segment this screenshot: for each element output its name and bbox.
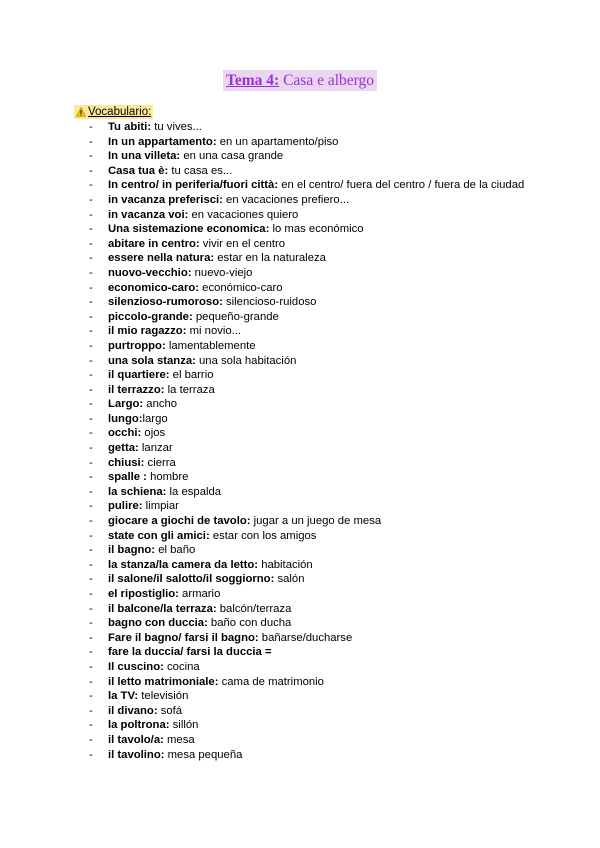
list-dash: - bbox=[89, 383, 93, 396]
list-dash: - bbox=[89, 733, 93, 746]
vocab-term: il letto matrimoniale: bbox=[108, 675, 219, 688]
vocab-definition: sillón bbox=[169, 719, 199, 732]
vocab-definition: estar con los amigos bbox=[209, 529, 317, 542]
vocab-definition: la terraza bbox=[164, 383, 215, 396]
vocab-term: state con gli amici: bbox=[108, 529, 210, 542]
vocab-definition: el baño bbox=[155, 544, 196, 557]
vocab-definition: pequeño-grande bbox=[192, 310, 279, 323]
vocab-term: spalle : bbox=[108, 471, 147, 484]
list-dash: - bbox=[89, 325, 93, 338]
list-dash: - bbox=[89, 558, 93, 571]
vocab-definition: mi novio... bbox=[186, 325, 242, 338]
vocab-term: la stanza/la camera da letto: bbox=[108, 558, 259, 571]
list-dash: - bbox=[89, 456, 93, 469]
vocab-definition: limpiar bbox=[142, 500, 179, 513]
vocab-definition: ojos bbox=[141, 427, 166, 440]
list-dash: - bbox=[89, 135, 93, 148]
vocab-definition: lo mas económico bbox=[269, 223, 364, 236]
list-dash: - bbox=[89, 223, 93, 236]
vocab-definition: lanzar bbox=[138, 442, 173, 455]
list-dash: - bbox=[89, 266, 93, 279]
vocab-definition: una sola habitación bbox=[195, 354, 297, 367]
list-dash: - bbox=[89, 646, 93, 659]
list-dash: - bbox=[89, 573, 93, 586]
list-dash: - bbox=[89, 660, 93, 673]
warning-icon bbox=[76, 107, 86, 117]
vocab-term: el ripostiglio: bbox=[108, 588, 179, 600]
vocab-entry bbox=[108, 704, 182, 719]
vocab-entry bbox=[108, 354, 296, 369]
list-dash: - bbox=[89, 310, 93, 323]
vocab-entry bbox=[108, 645, 272, 660]
vocab-definition: hombre bbox=[146, 471, 189, 484]
vocab-definition: nuevo-viejo bbox=[191, 266, 253, 279]
vocab-entry bbox=[108, 120, 202, 135]
list-dash: - bbox=[89, 675, 93, 688]
vocab-entry bbox=[108, 587, 220, 602]
vocab-definition: mesa pequeña bbox=[164, 748, 243, 761]
vocab-definition: el barrio bbox=[169, 369, 214, 382]
vocab-entry bbox=[108, 281, 283, 296]
vocab-entry bbox=[108, 222, 364, 237]
vocab-term: Il cuscino: bbox=[108, 660, 164, 673]
vocab-entry bbox=[108, 193, 349, 208]
vocab-definition: largo bbox=[142, 412, 168, 425]
list-dash: - bbox=[89, 369, 93, 382]
section-heading bbox=[74, 105, 153, 119]
vocab-entry bbox=[108, 543, 195, 558]
vocab-term: il terrazzo: bbox=[108, 383, 165, 396]
vocab-definition: armario bbox=[178, 588, 221, 600]
vocab-entry bbox=[108, 470, 188, 485]
vocab-entry bbox=[108, 718, 198, 733]
vocab-term: Largo: bbox=[108, 398, 144, 411]
vocab-term: Fare il bagno/ farsi il bagno: bbox=[108, 631, 259, 644]
vocab-term: il divano: bbox=[108, 704, 158, 717]
vocab-entry bbox=[108, 675, 324, 690]
vocab-entry bbox=[108, 485, 221, 500]
vocab-term: silenzioso-rumoroso: bbox=[108, 296, 223, 309]
list-dash: - bbox=[89, 179, 93, 192]
vocab-definition: habitación bbox=[258, 558, 313, 571]
vocab-term: economico-caro: bbox=[108, 281, 200, 294]
vocab-definition: en un apartamento/piso bbox=[216, 135, 339, 148]
vocab-term: il bagno: bbox=[108, 544, 156, 557]
vocab-entry bbox=[108, 412, 168, 427]
vocab-term: il mio ragazzo: bbox=[108, 325, 187, 338]
vocab-term: pulire: bbox=[108, 500, 143, 513]
vocab-term: Una sistemazione economica: bbox=[108, 223, 270, 236]
vocab-definition: en el centro/ fuera del centro / fuera de la ciudad bbox=[278, 179, 525, 192]
vocab-entry bbox=[108, 616, 291, 631]
vocab-definition: salón bbox=[274, 573, 305, 586]
vocab-entry bbox=[108, 164, 232, 179]
title-topic-name: Casa e albergo bbox=[279, 72, 375, 89]
vocab-entry bbox=[108, 208, 298, 223]
vocab-term: in vacanza voi: bbox=[108, 208, 189, 221]
vocab-term: il tavolino: bbox=[108, 748, 165, 761]
vocab-definition: sofá bbox=[157, 704, 183, 717]
list-dash: - bbox=[89, 398, 93, 411]
vocab-entry bbox=[108, 295, 316, 310]
vocab-entry bbox=[108, 237, 285, 252]
vocab-definition: balcón/terraza bbox=[216, 602, 292, 615]
vocab-term: essere nella natura: bbox=[108, 252, 215, 265]
vocab-definition: cocina bbox=[163, 660, 200, 673]
vocab-entry bbox=[108, 748, 242, 763]
list-dash: - bbox=[89, 150, 93, 163]
list-dash: - bbox=[89, 193, 93, 206]
list-dash: - bbox=[89, 515, 93, 528]
vocab-entry bbox=[108, 602, 291, 617]
vocab-term: il tavolo/a: bbox=[108, 733, 164, 746]
vocab-definition: jugar a un juego de mesa bbox=[250, 515, 382, 528]
list-dash: - bbox=[89, 588, 93, 600]
list-dash: - bbox=[89, 544, 93, 557]
list-dash: - bbox=[89, 121, 93, 133]
vocab-definition: cierra bbox=[144, 456, 176, 469]
vocab-entry bbox=[108, 441, 173, 456]
list-dash: - bbox=[89, 617, 93, 630]
list-dash: - bbox=[89, 281, 93, 294]
list-dash: - bbox=[89, 690, 93, 703]
vocab-definition: baño con ducha bbox=[207, 617, 292, 630]
list-dash: - bbox=[89, 704, 93, 717]
list-dash: - bbox=[89, 354, 93, 367]
list-dash: - bbox=[89, 237, 93, 250]
list-dash: - bbox=[89, 485, 93, 498]
vocab-term: fare la duccia/ farsi la duccia = bbox=[108, 646, 272, 659]
vocab-entry bbox=[108, 572, 304, 587]
vocab-definition: en vacaciones prefiero... bbox=[222, 193, 350, 206]
vocab-term: purtroppo: bbox=[108, 339, 166, 352]
list-dash: - bbox=[89, 442, 93, 455]
vocab-term: Tu abiti: bbox=[108, 121, 152, 133]
list-dash: - bbox=[89, 471, 93, 484]
vocab-term: il salone/il salotto/il soggiorno: bbox=[108, 573, 275, 586]
vocab-definition: en una casa grande bbox=[180, 150, 284, 163]
vocab-entry bbox=[108, 310, 279, 325]
vocab-term: abitare in centro: bbox=[108, 237, 200, 250]
vocab-entry bbox=[108, 426, 165, 441]
list-dash: - bbox=[89, 631, 93, 644]
vocab-entry bbox=[108, 733, 195, 748]
vocab-entry bbox=[108, 368, 213, 383]
vocab-term: Casa tua è: bbox=[108, 164, 169, 177]
vocab-definition: en vacaciones quiero bbox=[188, 208, 299, 221]
vocab-entry bbox=[108, 499, 179, 514]
vocab-term: piccolo-grande: bbox=[108, 310, 193, 323]
vocab-term: occhi: bbox=[108, 427, 142, 440]
list-dash: - bbox=[89, 208, 93, 221]
list-dash: - bbox=[89, 339, 93, 352]
vocab-definition: cama de matrimonio bbox=[218, 675, 324, 688]
vocab-term: getta: bbox=[108, 442, 139, 455]
vocab-term: la TV: bbox=[108, 690, 139, 703]
list-dash: - bbox=[89, 296, 93, 309]
vocab-term: bagno con duccia: bbox=[108, 617, 208, 630]
vocab-definition: la espalda bbox=[166, 485, 222, 498]
vocab-entry bbox=[108, 529, 316, 544]
vocab-entry bbox=[108, 149, 283, 164]
vocab-entry bbox=[108, 135, 338, 150]
list-dash: - bbox=[89, 748, 93, 761]
vocab-entry bbox=[108, 178, 524, 193]
vocab-entry bbox=[108, 514, 381, 529]
vocab-entry bbox=[108, 397, 177, 412]
vocab-term: chiusi: bbox=[108, 456, 145, 469]
vocab-entry bbox=[108, 251, 326, 266]
vocab-term: la poltrona: bbox=[108, 719, 170, 732]
list-dash: - bbox=[89, 412, 93, 425]
vocab-term: la schiena: bbox=[108, 485, 167, 498]
list-dash: - bbox=[89, 252, 93, 265]
vocab-definition: tu vives... bbox=[151, 121, 202, 133]
list-dash: - bbox=[89, 427, 93, 440]
vocab-term: nuovo-vecchio: bbox=[108, 266, 192, 279]
vocab-entry bbox=[108, 689, 188, 704]
vocab-term: il quartiere: bbox=[108, 369, 170, 382]
vocab-definition: vivir en el centro bbox=[199, 237, 286, 250]
list-dash: - bbox=[89, 602, 93, 615]
vocab-definition: lamentablemente bbox=[165, 339, 256, 352]
vocab-definition: económico-caro bbox=[199, 281, 283, 294]
vocab-definition: silencioso-ruidoso bbox=[222, 296, 317, 309]
list-dash: - bbox=[89, 719, 93, 732]
vocab-entry bbox=[108, 383, 215, 398]
vocab-entry bbox=[108, 324, 241, 339]
vocab-entry bbox=[108, 339, 256, 354]
vocab-term: il balcone/la terraza: bbox=[108, 602, 217, 615]
vocab-definition: televisión bbox=[138, 690, 189, 703]
section-label: Vocabulario: bbox=[88, 106, 152, 118]
vocab-entry bbox=[108, 631, 352, 646]
title-topic-number: Tema 4: bbox=[225, 72, 280, 89]
list-dash: - bbox=[89, 164, 93, 177]
vocab-term: una sola stanza: bbox=[108, 354, 196, 367]
vocab-term: In un appartamento: bbox=[108, 135, 217, 148]
title-container bbox=[0, 70, 600, 91]
vocab-entry bbox=[108, 456, 176, 471]
list-dash: - bbox=[89, 500, 93, 513]
vocab-term: giocare a giochi de tavolo: bbox=[108, 515, 251, 528]
list-dash: - bbox=[89, 529, 93, 542]
vocab-entry bbox=[108, 266, 252, 281]
vocab-term: in vacanza preferisci: bbox=[108, 193, 223, 206]
vocab-definition: estar en la naturaleza bbox=[214, 252, 326, 265]
vocab-term: In centro/ in periferia/fuori città: bbox=[108, 179, 279, 192]
vocab-definition: ancho bbox=[143, 398, 178, 411]
vocab-definition: mesa bbox=[163, 733, 195, 746]
vocab-definition: bañarse/ducharse bbox=[258, 631, 353, 644]
page-title bbox=[223, 70, 377, 91]
vocab-entry bbox=[108, 558, 313, 573]
vocab-definition: tu casa es... bbox=[168, 164, 233, 177]
vocab-term: In una villeta: bbox=[108, 150, 181, 163]
vocab-entry bbox=[108, 660, 200, 675]
vocab-term: lungo: bbox=[108, 412, 143, 425]
